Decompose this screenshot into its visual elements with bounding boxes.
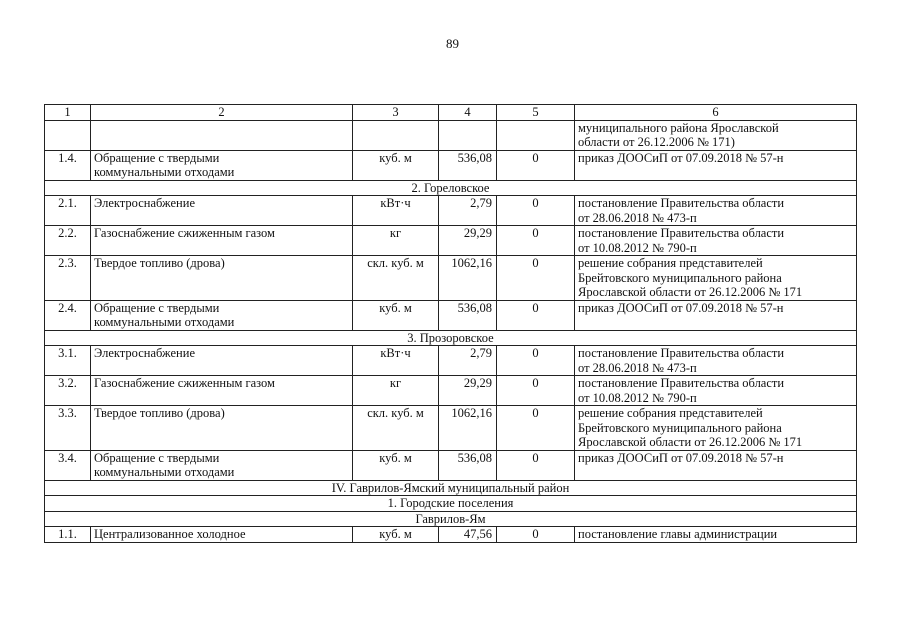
table-body <box>45 105 857 543</box>
basis-cell-line: постановление Правительства области <box>578 196 785 210</box>
unit-cell: скл. куб. м <box>353 256 439 301</box>
header-cell-4: 4 <box>439 105 497 121</box>
service-name-line: Централизованное холодное <box>94 527 246 541</box>
value-cell: 47,56 <box>439 527 497 543</box>
table-row <box>45 450 857 480</box>
table-row <box>45 300 857 330</box>
basis-cell <box>575 346 857 376</box>
row-number: 3.4. <box>45 450 91 480</box>
table-row <box>45 256 857 301</box>
value-cell: 536,08 <box>439 300 497 330</box>
basis-cell <box>575 376 857 406</box>
service-name <box>91 256 353 301</box>
table-row <box>45 406 857 451</box>
service-name <box>91 406 353 451</box>
basis-cell-line: Брейтовского муниципального района <box>578 420 782 435</box>
service-name <box>91 346 353 376</box>
header-cell-1: 1 <box>45 105 91 121</box>
service-name-line: Электроснабжение <box>94 346 195 360</box>
row-number: 2.4. <box>45 300 91 330</box>
zero-cell: 0 <box>497 376 575 406</box>
value-cell: 536,08 <box>439 150 497 180</box>
service-name-line: Твердое топливо (дрова) <box>94 256 225 270</box>
zero-cell: 0 <box>497 450 575 480</box>
header-cell-3: 3 <box>353 105 439 121</box>
table-header-row <box>45 105 857 121</box>
table-row <box>45 226 857 256</box>
service-name <box>91 196 353 226</box>
row-number: 3.2. <box>45 376 91 406</box>
value-cell: 1062,16 <box>439 256 497 301</box>
service-name-line: коммунальными отходами <box>94 165 235 179</box>
unit-cell: кг <box>353 376 439 406</box>
basis-cell <box>575 226 857 256</box>
row-number: 2.1. <box>45 196 91 226</box>
basis-cell-line: постановление главы администрации <box>578 527 778 541</box>
table-row <box>45 346 857 376</box>
zero-cell: 0 <box>497 150 575 180</box>
basis-cell <box>575 527 857 543</box>
value-cell: 2,79 <box>439 196 497 226</box>
zero-cell: 0 <box>497 406 575 451</box>
basis-cell-line: Ярославской области от 26.12.2006 № 171 <box>578 285 803 299</box>
table-row <box>45 150 857 180</box>
service-name <box>91 150 353 180</box>
basis-cell-line: муниципального района Ярославской <box>578 120 779 135</box>
page-number: 89 <box>446 36 459 51</box>
service-name-line: Обращение с твердыми <box>94 150 220 165</box>
header-cell-2: 2 <box>91 105 353 121</box>
tariff-table <box>44 104 857 543</box>
row-number: 1.1. <box>45 527 91 543</box>
value-cell: 29,29 <box>439 226 497 256</box>
unit-cell: кВт·ч <box>353 196 439 226</box>
service-name-line: Электроснабжение <box>94 196 195 210</box>
basis-cell-line: приказ ДООСиП от 07.09.2018 № 57-н <box>578 450 784 465</box>
basis-cell <box>575 450 857 480</box>
basis-cell-line: Брейтовского муниципального района <box>578 270 782 285</box>
unit-cell: кг <box>353 226 439 256</box>
zero-cell: 0 <box>497 196 575 226</box>
value-cell <box>439 120 497 150</box>
zero-cell: 0 <box>497 527 575 543</box>
value-cell: 2,79 <box>439 346 497 376</box>
service-name-line: Твердое топливо (дрова) <box>94 406 225 420</box>
section-row <box>45 496 857 512</box>
basis-cell-line: постановление Правительства области <box>578 376 785 390</box>
value-cell: 1062,16 <box>439 406 497 451</box>
service-name <box>91 300 353 330</box>
service-name <box>91 120 353 150</box>
table-row <box>45 120 857 150</box>
zero-cell: 0 <box>497 226 575 256</box>
value-cell: 29,29 <box>439 376 497 406</box>
section-row <box>45 330 857 346</box>
section-title: IV. Гаврилов-Ямский муниципальный район <box>45 480 857 496</box>
basis-cell-line: от 28.06.2018 № 473-п <box>578 360 697 375</box>
unit-cell: кВт·ч <box>353 346 439 376</box>
service-name-line: Газоснабжение сжиженным газом <box>94 226 275 240</box>
service-name-line: коммунальными отходами <box>94 465 235 479</box>
table-row <box>45 376 857 406</box>
section-title: Гаврилов-Ям <box>45 511 857 527</box>
row-number: 1.4. <box>45 150 91 180</box>
basis-cell-line: от 10.08.2012 № 790-п <box>578 240 697 255</box>
basis-cell-line: области от 26.12.2006 № 171) <box>578 135 735 149</box>
basis-cell <box>575 406 857 451</box>
unit-cell <box>353 120 439 150</box>
zero-cell: 0 <box>497 256 575 301</box>
zero-cell: 0 <box>497 300 575 330</box>
unit-cell: скл. куб. м <box>353 406 439 451</box>
table-row <box>45 196 857 226</box>
basis-cell-line: постановление Правительства области <box>578 226 785 240</box>
basis-cell <box>575 120 857 150</box>
basis-cell <box>575 196 857 226</box>
basis-cell-line: решение собрания представителей <box>578 256 763 270</box>
service-name <box>91 376 353 406</box>
basis-cell-line: решение собрания представителей <box>578 406 763 420</box>
basis-cell-line: от 10.08.2012 № 790-п <box>578 390 697 405</box>
row-number <box>45 120 91 150</box>
section-row <box>45 180 857 196</box>
section-row <box>45 511 857 527</box>
service-name-line: Обращение с твердыми <box>94 450 220 465</box>
unit-cell: куб. м <box>353 150 439 180</box>
value-cell: 536,08 <box>439 450 497 480</box>
service-name-line: коммунальными отходами <box>94 315 235 329</box>
unit-cell: куб. м <box>353 527 439 543</box>
row-number: 2.3. <box>45 256 91 301</box>
basis-cell-line: приказ ДООСиП от 07.09.2018 № 57-н <box>578 300 784 315</box>
row-number: 3.1. <box>45 346 91 376</box>
basis-cell-line: постановление Правительства области <box>578 346 785 360</box>
zero-cell <box>497 120 575 150</box>
table-row <box>45 527 857 543</box>
service-name <box>91 450 353 480</box>
basis-cell <box>575 150 857 180</box>
unit-cell: куб. м <box>353 450 439 480</box>
basis-cell <box>575 300 857 330</box>
section-row <box>45 480 857 496</box>
basis-cell-line: Ярославской области от 26.12.2006 № 171 <box>578 435 803 449</box>
service-name-line: Обращение с твердыми <box>94 300 220 315</box>
section-title: 1. Городские поселения <box>45 496 857 512</box>
header-cell-5: 5 <box>497 105 575 121</box>
service-name <box>91 527 353 543</box>
row-number: 2.2. <box>45 226 91 256</box>
basis-cell <box>575 256 857 301</box>
section-title: 2. Гореловское <box>45 180 857 196</box>
service-name-line: Газоснабжение сжиженным газом <box>94 376 275 390</box>
basis-cell-line: приказ ДООСиП от 07.09.2018 № 57-н <box>578 150 784 165</box>
section-title: 3. Прозоровское <box>45 330 857 346</box>
zero-cell: 0 <box>497 346 575 376</box>
basis-cell-line: от 28.06.2018 № 473-п <box>578 210 697 225</box>
service-name <box>91 226 353 256</box>
header-cell-6: 6 <box>575 105 857 121</box>
unit-cell: куб. м <box>353 300 439 330</box>
row-number: 3.3. <box>45 406 91 451</box>
